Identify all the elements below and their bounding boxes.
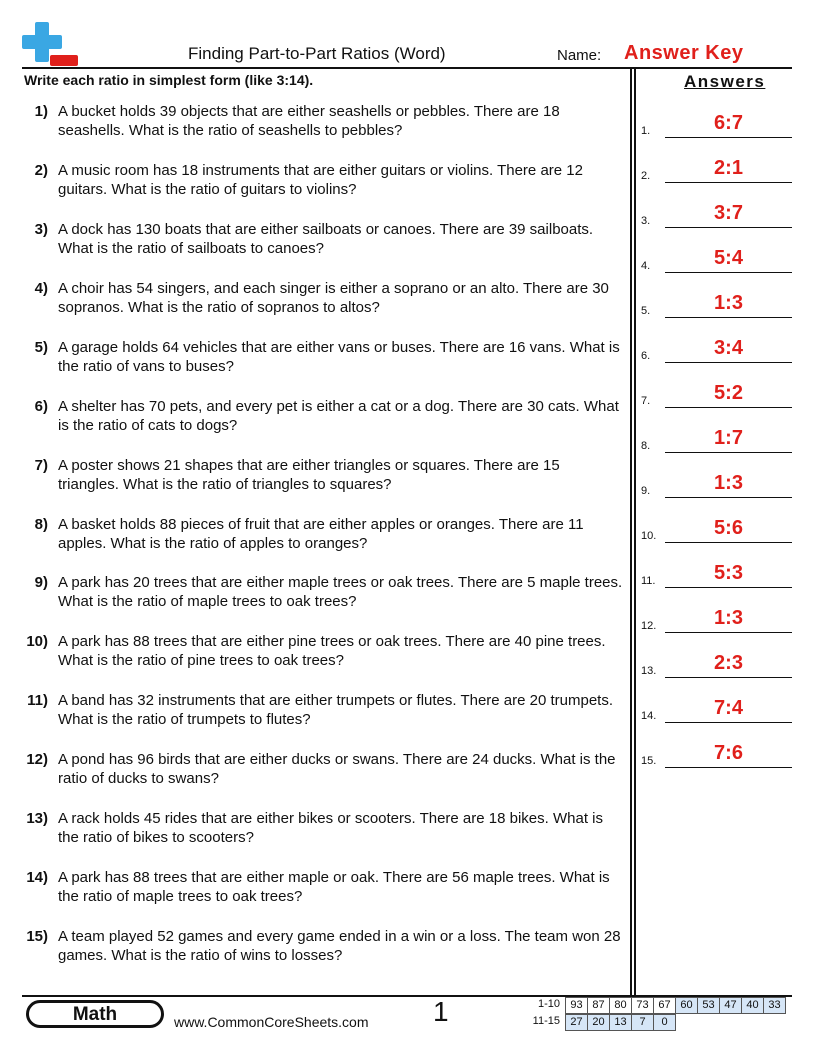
question-number: 11) — [27, 692, 48, 709]
answer-value: 5:3 — [714, 562, 743, 584]
answer-value: 1:7 — [714, 427, 743, 449]
score-cell: 93 — [566, 998, 588, 1014]
answer-line — [665, 542, 792, 543]
answer-key-label: Answer Key — [624, 42, 744, 64]
score-cell: 67 — [654, 998, 676, 1014]
answer-value: 2:1 — [714, 157, 743, 179]
plus-minus-logo-icon — [22, 22, 80, 68]
answer-number: 7. — [641, 395, 651, 407]
answers-header: Answers — [684, 72, 766, 91]
answer-value: 3:4 — [714, 337, 743, 359]
answer-line — [665, 587, 792, 588]
question-item — [18, 279, 624, 317]
question-item — [18, 102, 624, 140]
answer-value: 7:6 — [714, 742, 743, 764]
answer-row — [640, 697, 792, 725]
answer-value: 3:7 — [714, 202, 743, 224]
answer-value: 7:4 — [714, 697, 743, 719]
question-number: 4) — [34, 280, 48, 297]
score-cell: 33 — [764, 998, 786, 1014]
question-number: 5) — [34, 339, 48, 356]
answer-number: 12. — [641, 620, 657, 632]
answer-value: 1:3 — [714, 472, 743, 494]
answer-value: 5:4 — [714, 247, 743, 269]
answer-number: 11. — [641, 575, 656, 587]
answer-number: 4. — [641, 260, 651, 272]
question-text: A basket holds 88 pieces of fruit that are either apples or oranges. There are 11 apples. What is the ratio of apples to oranges? — [58, 516, 584, 552]
question-item — [18, 809, 624, 847]
answer-line — [665, 362, 792, 363]
column-divider — [634, 67, 636, 995]
question-text: A park has 88 trees that are either maple or oak. There are 56 maple trees. What is the ratio of maple trees to oak trees? — [58, 869, 610, 905]
answer-number: 9. — [641, 485, 651, 497]
answer-number: 2. — [641, 170, 651, 182]
answer-row — [640, 292, 792, 320]
question-number: 14) — [26, 869, 48, 886]
question-item — [18, 515, 624, 553]
question-text: A dock has 130 boats that are either sailboats or canoes. There are 39 sailboats. What is the ratio of sailboats to canoes? — [58, 221, 594, 257]
answer-number: 1. — [641, 125, 651, 137]
score-cell: 13 — [610, 1015, 632, 1031]
score-cell: 0 — [654, 1015, 676, 1031]
question-number: 12) — [26, 751, 48, 768]
answer-row — [640, 247, 792, 275]
answer-value: 1:3 — [714, 292, 743, 314]
question-item — [18, 750, 624, 788]
question-number: 13) — [26, 810, 48, 827]
answer-line — [665, 137, 792, 138]
answer-number: 5. — [641, 305, 651, 317]
score-cell: 47 — [720, 998, 742, 1014]
answer-value: 2:3 — [714, 652, 743, 674]
question-text: A choir has 54 singers, and each singer is either a soprano or an alto. There are 30 sopranos. What is the ratio of sopranos to altos? — [58, 280, 609, 316]
answer-row — [640, 157, 792, 185]
answer-number: 3. — [641, 215, 651, 227]
question-text: A shelter has 70 pets, and every pet is either a cat or a dog. There are 30 cats. What is the ratio of cats to dogs? — [58, 398, 619, 434]
question-number: 6) — [34, 398, 48, 415]
answer-row — [640, 112, 792, 140]
answer-value: 1:3 — [714, 607, 743, 629]
score-row-label: 11-15 — [532, 1015, 560, 1027]
answer-row — [640, 517, 792, 545]
question-item — [18, 397, 624, 435]
score-cell: 87 — [588, 998, 610, 1014]
answer-number: 10. — [641, 530, 657, 542]
answer-number: 13. — [641, 665, 657, 677]
page-number: 1 — [433, 996, 449, 1027]
answer-row — [640, 337, 792, 365]
question-number: 10) — [26, 633, 48, 650]
question-item — [18, 868, 624, 906]
answer-line — [665, 767, 792, 768]
question-item — [18, 220, 624, 258]
answer-row — [640, 742, 792, 770]
header-rule — [22, 67, 792, 69]
question-item — [18, 161, 624, 199]
score-table — [565, 997, 786, 1014]
question-text: A park has 20 trees that are either maple trees or oak trees. There are 5 maple trees. What is the ratio of maple trees to oak trees? — [58, 574, 623, 610]
question-item — [18, 927, 624, 965]
worksheet-title: Finding Part-to-Part Ratios (Word) — [188, 44, 446, 63]
score-cell: 20 — [588, 1015, 610, 1031]
score-table — [565, 1014, 676, 1031]
answer-line — [665, 227, 792, 228]
name-label: Name: — [557, 47, 602, 64]
question-item — [18, 338, 624, 376]
answer-value: 5:6 — [714, 517, 743, 539]
score-cell: 73 — [632, 998, 654, 1014]
answer-row — [640, 472, 792, 500]
question-text: A pond has 96 birds that are either ducks or swans. There are 24 ducks. What is the ratio of ducks to swans? — [58, 751, 616, 787]
question-number: 7) — [34, 457, 48, 474]
answer-line — [665, 722, 792, 723]
answer-row — [640, 652, 792, 680]
answer-line — [665, 497, 792, 498]
question-item — [18, 632, 624, 670]
answer-row — [640, 202, 792, 230]
question-number: 9) — [34, 574, 48, 591]
question-text: A bucket holds 39 objects that are either seashells or pebbles. There are 18 seashells. What is the ratio of seashells to pebbles? — [58, 103, 560, 139]
score-cell: 60 — [676, 998, 698, 1014]
answer-value: 6:7 — [714, 112, 743, 134]
question-number: 15) — [26, 928, 48, 945]
question-number: 3) — [34, 221, 48, 238]
answer-number: 6. — [641, 350, 651, 362]
instructions: Write each ratio in simplest form (like 3:14). — [24, 72, 314, 88]
answer-number: 15. — [641, 755, 657, 767]
score-cell: 7 — [632, 1015, 654, 1031]
subject-badge: Math — [26, 1000, 164, 1028]
question-number: 8) — [34, 516, 48, 533]
question-number: 1) — [34, 103, 48, 120]
question-text: A band has 32 instruments that are either trumpets or flutes. There are 20 trumpets. What is the ratio of trumpets to flutes? — [58, 692, 614, 728]
answer-line — [665, 677, 792, 678]
column-divider — [630, 67, 632, 995]
answer-line — [665, 452, 792, 453]
question-text: A rack holds 45 rides that are either bikes or scooters. There are 18 bikes. What is the ratio of bikes to scooters? — [58, 810, 603, 846]
question-text: A poster shows 21 shapes that are either triangles or squares. There are 15 triangles. What is the ratio of triangles to squares? — [58, 457, 560, 493]
score-cell: 80 — [610, 998, 632, 1014]
question-text: A music room has 18 instruments that are either guitars or violins. There are 12 guitars. What is the ratio of guitars to violins? — [58, 162, 583, 198]
score-cell: 40 — [742, 998, 764, 1014]
answer-line — [665, 407, 792, 408]
question-text: A team played 52 games and every game ended in a win or a loss. The team won 28 games. What is the ratio of wins to losses? — [58, 928, 621, 964]
question-number: 2) — [34, 162, 48, 179]
answer-line — [665, 632, 792, 633]
website-link[interactable]: www.CommonCoreSheets.com — [174, 1014, 369, 1030]
answer-row — [640, 607, 792, 635]
question-text: A park has 88 trees that are either pine trees or oak trees. There are 40 pine trees. What is the ratio of pine trees to oak trees? — [58, 633, 606, 669]
score-cell: 53 — [698, 998, 720, 1014]
answer-line — [665, 272, 792, 273]
answer-line — [665, 182, 792, 183]
answer-row — [640, 382, 792, 410]
answer-line — [665, 317, 792, 318]
question-item — [18, 456, 624, 494]
answer-row — [640, 427, 792, 455]
score-cell: 27 — [566, 1015, 588, 1031]
question-text: A garage holds 64 vehicles that are either vans or buses. There are 16 vans. What is the ratio of vans to buses? — [58, 339, 620, 375]
question-item — [18, 691, 624, 729]
answer-number: 8. — [641, 440, 651, 452]
answer-value: 5:2 — [714, 382, 743, 404]
answer-number: 14. — [641, 710, 657, 722]
question-item — [18, 573, 624, 611]
score-row-label: 1-10 — [537, 998, 560, 1010]
answer-row — [640, 562, 792, 590]
